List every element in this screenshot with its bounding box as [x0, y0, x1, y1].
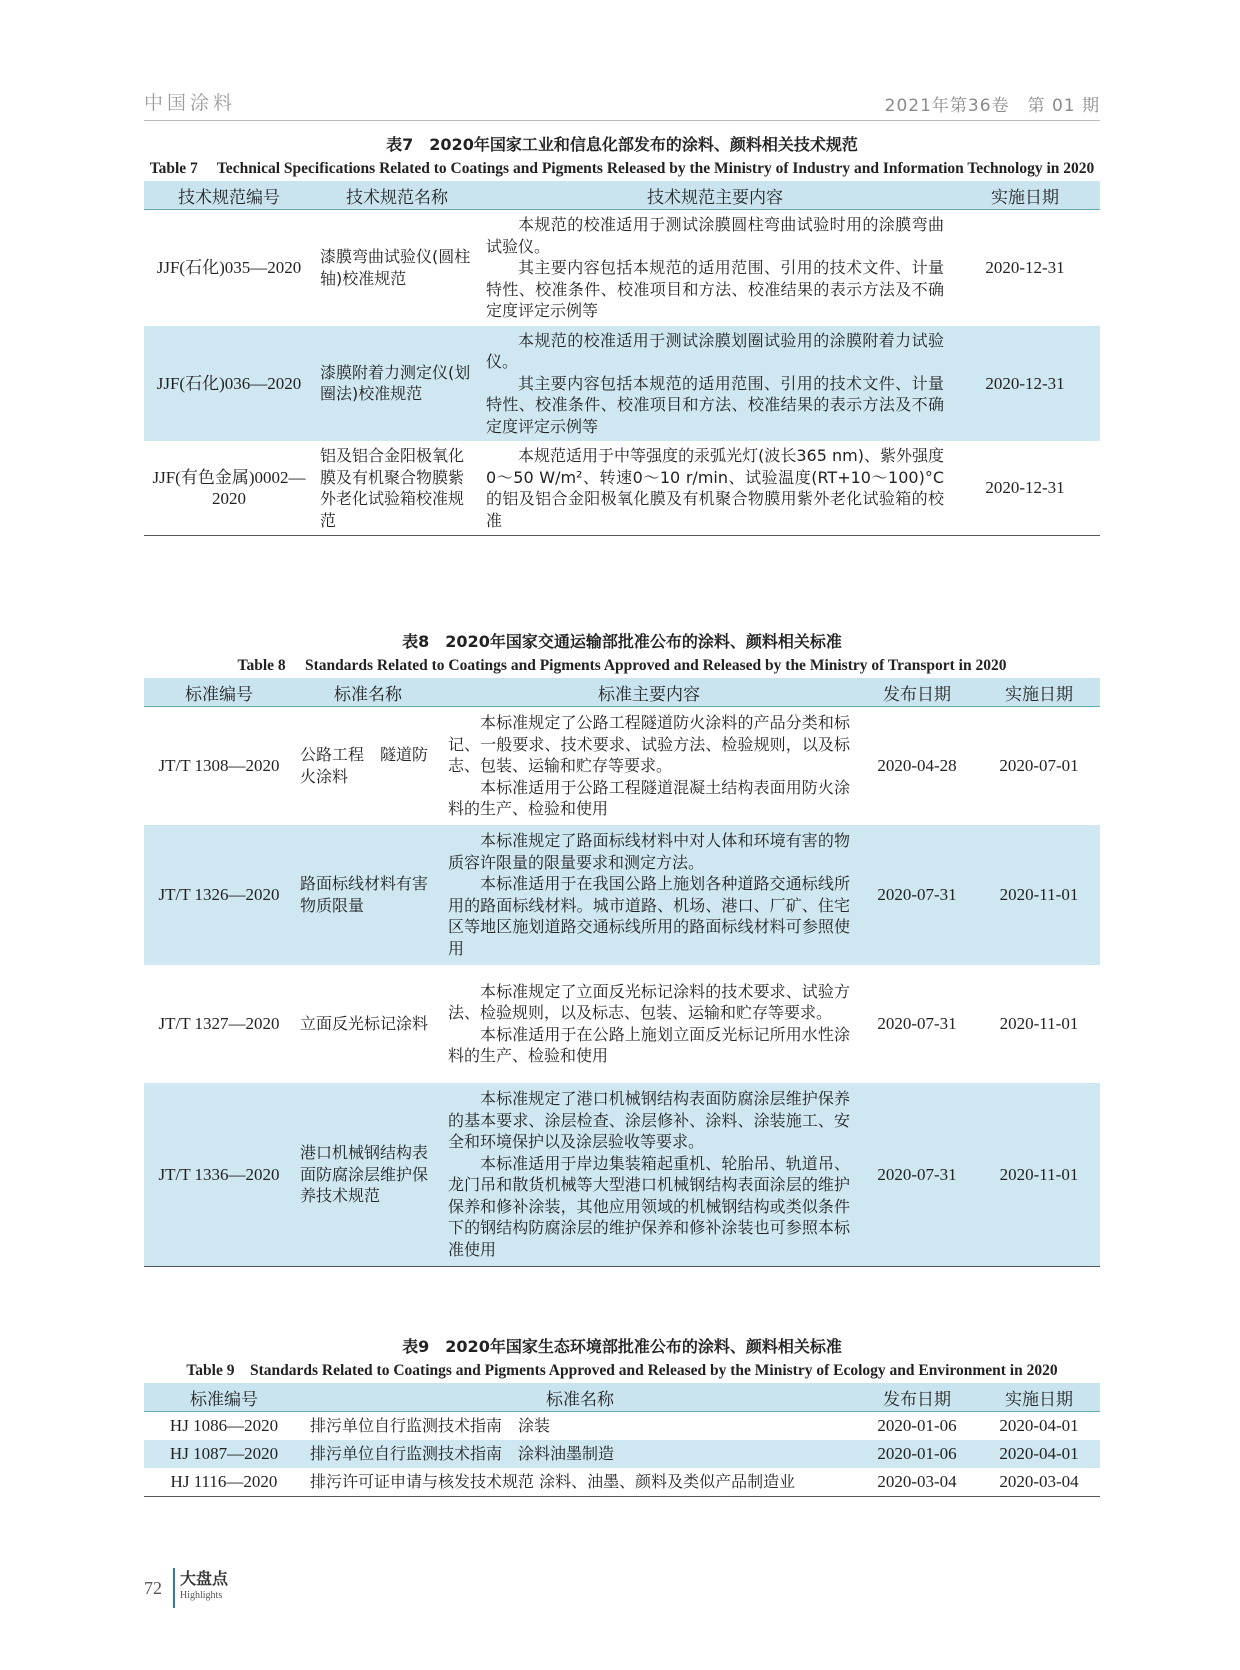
standard-content [442, 1083, 856, 1267]
issue-info: 2021年第36卷 第 01 期 [884, 96, 1100, 116]
table8-header-name: 标准名称 [294, 678, 442, 707]
implement-date: 2020-12-31 [985, 258, 1065, 277]
content-paragraph: 本标准适用于在公路上施划立面反光标记所用水性涂料的生产、检验和使用 [448, 1024, 850, 1065]
table9-header-row [144, 1383, 1100, 1412]
table-row [144, 1468, 1100, 1497]
header-rule [144, 120, 1100, 121]
table8-header-implement: 实施日期 [978, 678, 1100, 707]
table9-header-implement: 实施日期 [978, 1383, 1100, 1412]
content-paragraph: 本标准适用于岸边集装箱起重机、轮胎吊、轨道吊、龙门吊和散货机械等大型港口机械钢结构表面涂层的维护保养和修补涂装，其他应用领域的机械钢结构或类似条件下的钢结构防腐涂层的维护保养和修补涂装也可参照本标准使用 [448, 1153, 850, 1259]
table8 [144, 678, 1100, 1267]
standard-name: 港口机械钢结构表面防腐涂层维护保养技术规范 [294, 1083, 442, 1267]
table9-header-publish: 发布日期 [856, 1383, 978, 1412]
content-paragraph: 本规范的校准适用于测试涂膜圆柱弯曲试验时用的涂膜弯曲试验仪。 [486, 215, 944, 256]
standard-name: 排污许可证申请与核发技术规范 涂料、油墨、颜料及类似产品制造业 [304, 1468, 856, 1497]
table7-header-row [144, 181, 1100, 210]
content-paragraph: 本标准适用于在我国公路上施划各种道路交通标线所用的路面标线材料。城市道路、机场、港口、厂矿、住宅区等地区施划道路交通标线所用的路面标线材料可参照使用 [448, 874, 850, 958]
table-row [144, 825, 1100, 965]
spec-name: 铝及铝合金阳极氧化膜及有机聚合物膜紫外老化试验箱校准规范 [314, 441, 480, 536]
table-row [144, 210, 1100, 326]
publish-date: 2020-07-31 [856, 1083, 978, 1267]
page-number: 72 [144, 1578, 162, 1598]
spec-content [480, 326, 950, 442]
content-paragraph: 本标准规定了公路工程隧道防火涂料的产品分类和标记、一般要求、技术要求、试验方法、检验规则，以及标志、包装、运输和贮存等要求。 [448, 713, 850, 775]
implement-date: 2020-11-01 [999, 884, 1079, 904]
spec-name: 漆膜弯曲试验仪(圆柱轴)校准规范 [320, 247, 471, 288]
implement-date: 2020-04-01 [999, 1444, 1079, 1464]
table-row [144, 1440, 1100, 1468]
table-row [144, 707, 1100, 825]
table-row [144, 441, 1100, 536]
table7-caption-cn: 表7 2020年国家工业和信息化部发布的涂料、颜料相关技术规范 [386, 135, 858, 154]
spec-content [480, 210, 950, 326]
standard-code: JT/T 1327—2020 [158, 1013, 280, 1033]
standard-code: JT/T 1308—2020 [158, 756, 280, 775]
standard-code: JT/T 1336—2020 [144, 1083, 294, 1267]
content-paragraph: 本标准适用于公路工程隧道混凝土结构表面用防火涂料的生产、检验和使用 [448, 777, 850, 818]
standard-name: 立面反光标记涂料 [300, 1013, 429, 1033]
table7 [144, 181, 1100, 536]
content-paragraph: 本标准规定了路面标线材料中对人体和环境有害的物质容许限量的限量要求和测定方法。 [448, 831, 850, 872]
standard-code: HJ 1087—2020 [169, 1444, 279, 1464]
implement-date: 2020-11-01 [978, 1083, 1100, 1267]
content-paragraph: 本规范适用于中等强度的汞弧光灯(波长365 nm)、紫外强度0～50 W/m²、转速0～10 r/min、试验温度(RT+10～100)°C的铝及铝合金阳极氧化膜及有机聚合物膜用紫外老化试验箱的校准 [486, 446, 944, 530]
table9-header-name: 标准名称 [304, 1383, 856, 1412]
content-paragraph: 本规范的校准适用于测试涂膜划圈试验用的涂膜附着力试验仪。 [486, 330, 944, 371]
table8-block [144, 630, 1100, 1267]
standard-content [442, 825, 856, 965]
implement-date: 2020-11-01 [999, 1013, 1079, 1033]
table-row [144, 965, 1100, 1083]
table-row [144, 1412, 1100, 1441]
publish-date: 2020-07-31 [877, 1013, 957, 1033]
table8-header-row [144, 678, 1100, 707]
standard-name: 排污单位自行监测技术指南 涂料油墨制造 [310, 1444, 615, 1464]
publish-date: 2020-03-04 [856, 1468, 978, 1497]
table8-caption-en: Table 8 Standards Related to Coatings and Pigments Approved and Released by the Ministry of Transport in 2020 [237, 657, 1007, 674]
standard-code: JT/T 1326—2020 [158, 884, 280, 904]
table7-header-code: 技术规范编号 [144, 181, 314, 210]
implement-date: 2020-07-01 [999, 756, 1079, 775]
implement-date: 2020-12-31 [985, 373, 1065, 393]
standard-code: HJ 1086—2020 [169, 1416, 279, 1436]
implement-date: 2020-03-04 [978, 1468, 1100, 1497]
publish-date: 2020-01-06 [877, 1416, 957, 1436]
content-paragraph: 其主要内容包括本规范的适用范围、引用的技术文件、计量特性、校准条件、校准项目和方法、校准结果的表示方法及不确定度评定示例等 [486, 258, 944, 320]
table8-header-content: 标准主要内容 [442, 678, 856, 707]
implement-date: 2020-12-31 [950, 441, 1100, 536]
table8-caption-cn: 表8 2020年国家交通运输部批准公布的涂料、颜料相关标准 [402, 632, 842, 651]
publish-date: 2020-01-06 [877, 1444, 957, 1464]
table9 [144, 1383, 1100, 1497]
table7-block [144, 133, 1100, 536]
publish-date: 2020-04-28 [877, 756, 957, 775]
standard-content [442, 965, 856, 1083]
content-paragraph: 本标准规定了港口机械钢结构表面防腐涂层维护保养的基本要求、涂层检查、涂层修补、涂料、涂装施工、安全和环境保护以及涂层验收等要求。 [448, 1089, 850, 1152]
table8-header-code: 标准编号 [144, 678, 294, 707]
table7-header-date: 实施日期 [950, 181, 1100, 210]
content-paragraph: 其主要内容包括本规范的适用范围、引用的技术文件、计量特性、校准条件、校准项目和方法、校准结果的表示方法及不确定度评定示例等 [486, 373, 944, 436]
spec-code: JJF(石化)035—2020 [156, 258, 302, 277]
table7-header-name: 技术规范名称 [314, 181, 480, 210]
table7-caption-en: Table 7 Technical Specifications Related to Coatings and Pigments Released by the Ministry of Industry and Information Technology in 2020 [149, 160, 1095, 177]
table9-header-code: 标准编号 [144, 1383, 304, 1412]
footer-divider [173, 1568, 175, 1608]
standard-name: 排污单位自行监测技术指南 涂装 [310, 1416, 551, 1436]
spec-code: JJF(有色金属)0002—2020 [144, 441, 314, 536]
table-row [144, 326, 1100, 442]
table9-block [144, 1335, 1100, 1497]
standard-content [442, 707, 856, 825]
standard-name: 公路工程 隧道防火涂料 [300, 745, 429, 786]
table8-header-publish: 发布日期 [856, 678, 978, 707]
table9-caption-cn: 表9 2020年国家生态环境部批准公布的涂料、颜料相关标准 [402, 1337, 842, 1356]
implement-date: 2020-04-01 [999, 1416, 1079, 1436]
spec-name: 漆膜附着力测定仪(划圈法)校准规范 [320, 362, 471, 404]
table9-caption-en: Table 9 Standards Related to Coatings and Pigments Approved and Released by the Ministry of Ecology and Environment in 2020 [186, 1362, 1058, 1379]
spec-content [480, 441, 950, 536]
standard-code: HJ 1116—2020 [144, 1468, 304, 1497]
journal-name: 中国涂料 [144, 92, 237, 114]
publish-date: 2020-07-31 [877, 884, 957, 904]
table7-header-content: 技术规范主要内容 [480, 181, 950, 210]
standard-name: 路面标线材料有害物质限量 [300, 874, 429, 915]
spec-code: JJF(石化)036—2020 [156, 373, 302, 393]
content-paragraph: 本标准规定了立面反光标记涂料的技术要求、试验方法、检验规则，以及标志、包装、运输和贮存等要求。 [448, 981, 850, 1022]
section-title-en: Highlights [180, 1590, 223, 1601]
table-row [144, 1083, 1100, 1267]
section-title-cn: 大盘点 [180, 1569, 229, 1588]
